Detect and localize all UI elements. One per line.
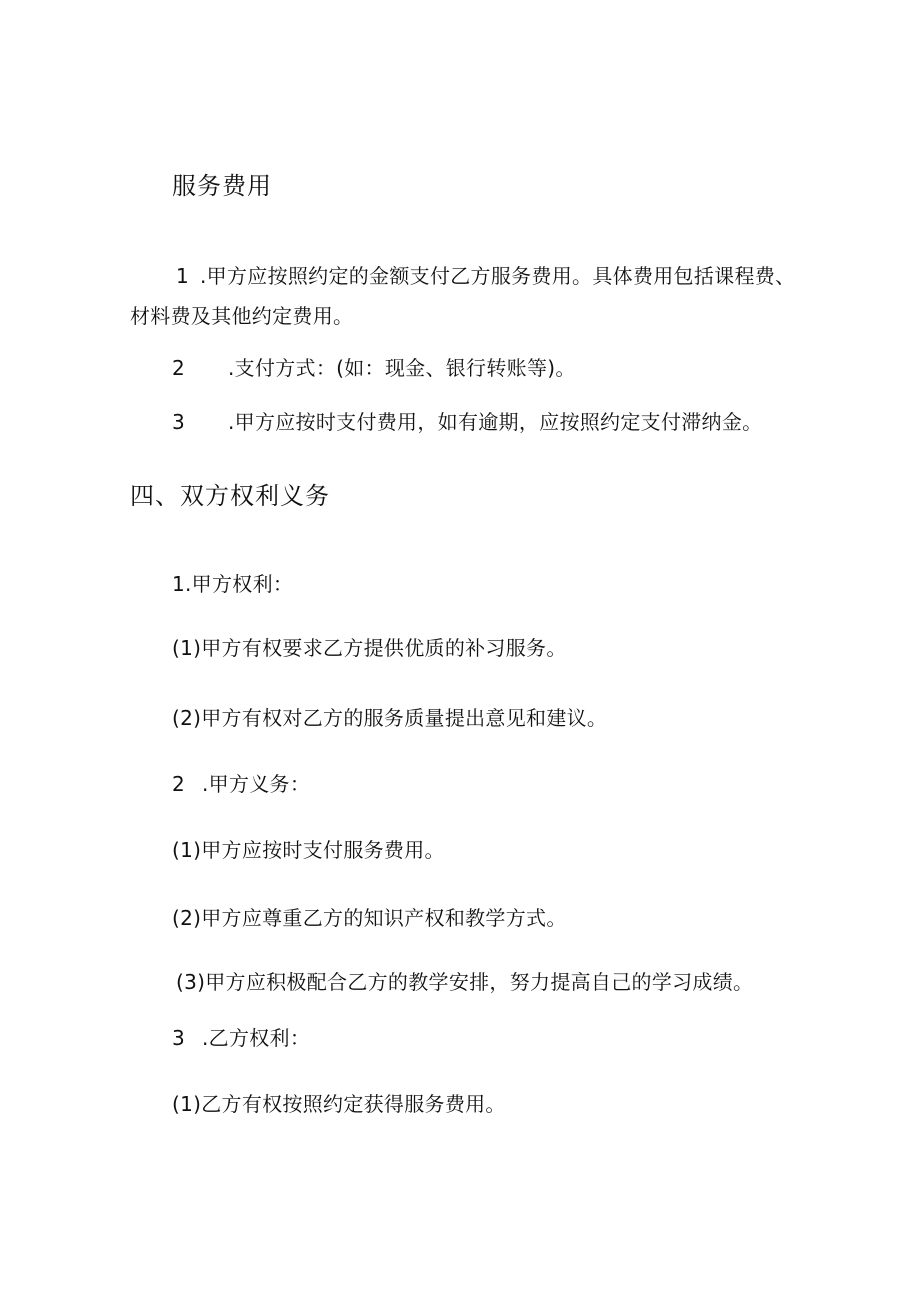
party-a-rights-item-2: (2)甲方有权对乙方的服务质量提出意见和建议。	[172, 706, 608, 730]
party-b-rights-label: .乙方权利：	[202, 1026, 311, 1050]
fee-item-2-number: 2	[172, 356, 186, 380]
fee-item-1-text: .甲方应按照约定的金额支付乙方服务费用。具体费用包括课程费、	[200, 264, 796, 288]
party-a-duties-item-3: (3)甲方应积极配合乙方的教学安排，努力提高自己的学习成绩。	[176, 970, 754, 994]
fee-item-2	[172, 354, 576, 382]
party-a-duties-label: .甲方义务：	[202, 772, 311, 796]
fee-item-3	[172, 408, 762, 436]
fee-item-3-text: .甲方应按时支付费用，如有逾期，应按照约定支付滞纳金。	[228, 410, 763, 434]
party-b-rights-number: 3	[172, 1026, 186, 1050]
chapter-heading: 四、双方权利义务	[130, 482, 330, 510]
party-a-rights-title: 1.甲方权利：	[172, 572, 294, 596]
party-a-rights-item-1: (1)甲方有权要求乙方提供优质的补习服务。	[172, 636, 567, 660]
party-a-duties-item-2: (2)甲方应尊重乙方的知识产权和教学方式。	[172, 906, 567, 930]
section-title: 服务费用	[172, 172, 272, 200]
fee-item-1-number: 1	[176, 264, 190, 288]
fee-item-3-number: 3	[172, 410, 186, 434]
party-b-rights-item-1: (1)乙方有权按照约定获得服务费用。	[172, 1092, 506, 1116]
fee-item-2-text: .支付方式：(如：现金、银行转账等)。	[228, 356, 576, 380]
party-b-rights-title	[172, 1024, 310, 1052]
fee-item-1-line2: 材料费及其他约定费用。	[130, 304, 354, 328]
party-a-duties-item-1: (1)甲方应按时支付服务费用。	[172, 838, 445, 862]
party-a-duties-number: 2	[172, 772, 186, 796]
party-a-duties-title	[172, 770, 310, 798]
fee-item-1-line1	[176, 262, 795, 290]
